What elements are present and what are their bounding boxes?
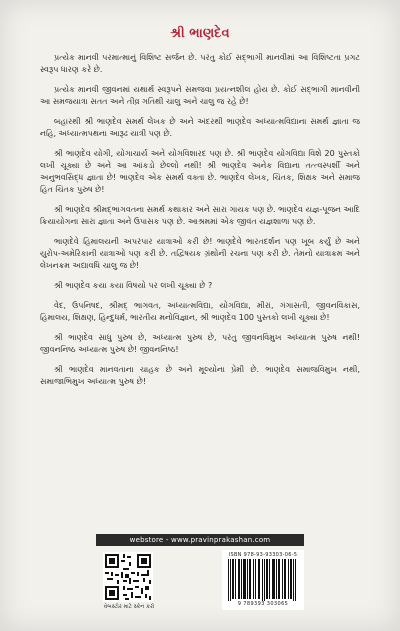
bio-paragraph: શ્રી ભાણદેવ શ્રીમદ્ભાગવતના સમર્થ કથાકાર અને સારા ગાયક પણ છે. ભાણદેવ યજ્ઞ-પૂજન આદિ ક્રિયાયોગના સારા જ્ઞાતા અને ઉપાસક પણ છે. આશ્રમમાં એક જીવંત યજ્ઞશાળા પણ છે. bbox=[40, 205, 360, 226]
bio-paragraph: બહારથી શ્રી ભાણદેવ સમર્થ લેખક છે અને અંદરથી ભાણદેવ અધ્યાત્મવિદ્યાના સમર્થ જ્ઞાતા જ નહિ, અધ્યાત્મપથના આરૂઢ યાત્રી પણ છે. bbox=[40, 117, 360, 138]
isbn-number: ISBN 978-93-93303-06-5 bbox=[228, 552, 298, 558]
bio-paragraph: વેદ, ઉપનિષદ, શ્રીમદ્ ભાગવત, અધ્યાત્મવિદ્યા, યોગવિદ્યા, મીરાં, ગંગાસતી, જીવનવિકાસ, હિમાલય, શિક્ષણ, હિન્દુધર્મ, ભારતીય મનોવિજ્ઞાન, શ્રી ભાણદેવ 100 પુસ્તકો લખી ચૂક્યા છે! bbox=[40, 301, 360, 322]
barcode-digits: 9 789393 303065 bbox=[237, 601, 289, 607]
bio-paragraph: શ્રી ભાણદેવ સાધુ પુરુષ છે, અધ્યાત્મ પુરુષ છે, પરંતુ જીવનવિમુખ અધ્યાત્મ પુરુષ નથી! જીવનનિષ્ઠ અધ્યાત્મ પુરુષ છે! જીવનનિષ્ઠ! bbox=[40, 333, 360, 354]
bio-paragraph: પ્રત્યેક માનવી જીવનમાં યથાર્થ સ્વરૂપને સમજવા પ્રયત્નશીલ હોય છે. કોઈ સદ્ભાગી માનવીની આ સમજયાત્રા સતત અને તીવ્ર ગતિથી ચાલુ અને ચાલુ જ રહે છે! bbox=[40, 85, 360, 106]
qr-scan-label: વેબસ્ટોર માટે સ્કેન કરો bbox=[103, 604, 155, 610]
qr-code-icon[interactable] bbox=[103, 552, 153, 602]
bio-paragraph: ભાણદેવે હિમાલયની અપરંપાર યાત્રાઓ કરી છે! ભાણદેવે ભારતદર્શન પણ ખૂબ કર્યું છે અને યુરોપ-અમેરિકાની યાત્રાઓ પણ કરી છે. તદ્વિષયક ગ્રંથોની રચના પણ કરી છે. તેમનો યાત્રાક્રમ અને લેખનક્રમ અદ્યાવધિ ચાલુ જ છે! bbox=[40, 237, 360, 270]
bio-paragraph: શ્રી ભાણદેવ યોગી, યોગાચાર્ય અને યોગવિશારદ પણ છે. શ્રી ભાણદેવ યોગવિદ્યા વિશે 20 પુસ્તકો લખી ચૂક્યા છે અને આ આંકડો છેલ્લો નથી! શ્રી ભાણદેવ અનેક વિદ્યાના તત્ત્વસ્પર્શી અને અનુભવસિદ્ધ જ્ઞાતા છે! ભાણદેવ એક સમર્થ વક્તા છે. ભાણદેવ લેખક, ચિંતક, શિક્ષક અને સમાજ હિત ચિંતક પુરુષ છે! bbox=[40, 149, 360, 194]
bio-paragraph: પ્રત્યેક માનવી પરમાત્માનું વિશિષ્ટ સર્જન છે. પરંતુ કોઈ સદ્ભાગી માનવીમાં આ વિશિષ્ટતા પ્રગટ સ્વરૂપ ધારણ કરે છે. bbox=[40, 53, 360, 74]
author-title: શ્રી ભાણદેવ bbox=[170, 26, 230, 41]
barcode-icon bbox=[228, 559, 298, 601]
website-banner[interactable]: webstore - www.pravinprakashan.com bbox=[96, 534, 304, 546]
isbn-barcode-box bbox=[222, 550, 304, 610]
bio-paragraph: શ્રી ભાણદેવ માનવતાના ચાહક છે અને મૂલ્યોના પ્રેમી છે. ભાણદેવ સમાજવિમુખ નથી, સમાજાભિમુખ અધ્યાત્મ પુરુષ છે! bbox=[40, 365, 360, 386]
bio-paragraph: શ્રી ભાણદેવ કયા કયા વિષયો પર લખી ચૂક્યા છે ? bbox=[54, 281, 213, 290]
author-biography bbox=[40, 52, 360, 396]
